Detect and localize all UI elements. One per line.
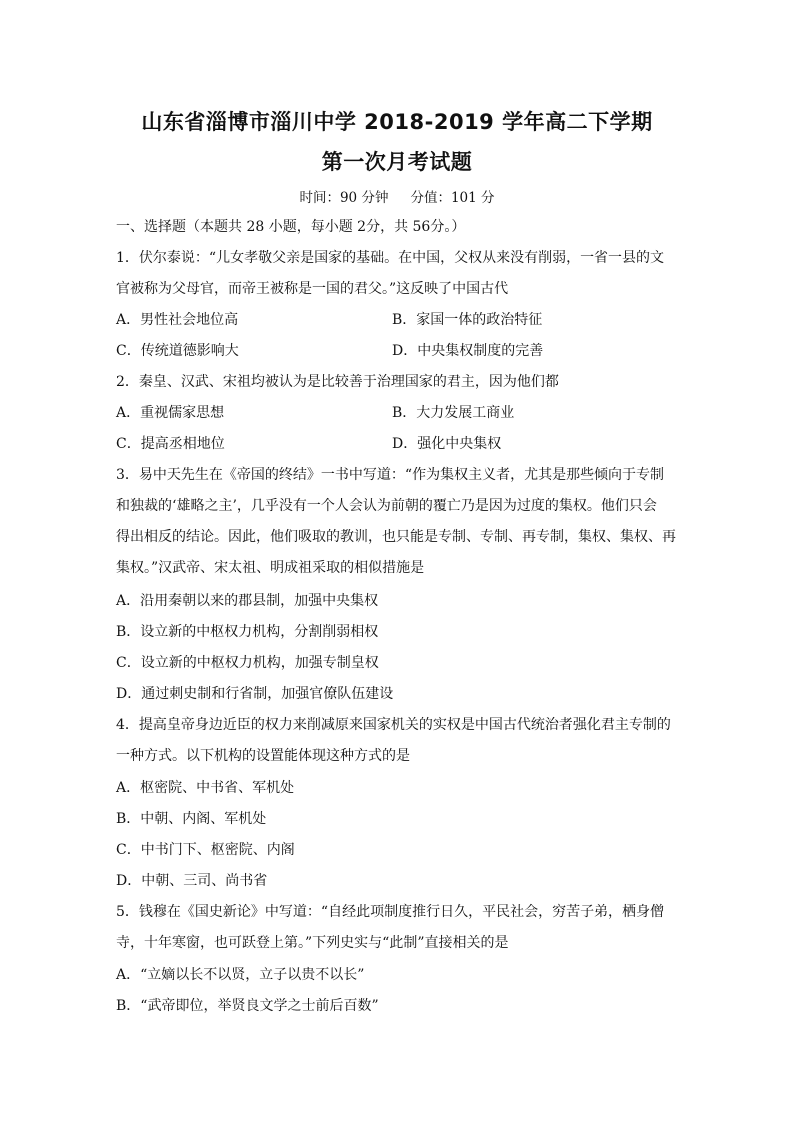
exam-time: 时间：90 分钟 [299,190,389,206]
q1-stem-line2: 官被称为父母官，而帝王被称是一国的君父。”这反映了中国古代 [116,281,509,297]
q5-stem-line1: 5．钱穆在《国史新论》中写道：“自经此项制度推行日久，平民社会，穷苦子弟，栖身僧 [116,904,665,920]
q5-stem-line2: 寺，十年寒窗，也可跃登上第。”下列史实与“此制”直接相关的是 [116,935,509,951]
q3-option-b: B．设立新的中枢权力机构，分割削弱相权 [116,624,379,640]
q4-option-a: A．枢密院、中书省、军机处 [116,780,295,796]
q2-option-c: C．提高丞相地位 [116,436,225,452]
exam-title-line2: 第一次月考试题 [321,150,473,174]
exam-score: 分值：101 分 [410,190,495,206]
section-heading: 一、选择题（本题共 28 小题，每小题 2分，共 56分。） [116,219,466,235]
q4-option-c: C．中书门下、枢密院、内阁 [116,842,295,858]
q2-stem-line1: 2．秦皇、汉武、宋祖均被认为是比较善于治理国家的君主，因为他们都 [116,374,559,390]
q3-stem-line1: 3．易中天先生在《帝国的终结》一书中写道：“作为集权主义者，尤其是那些倾向于专制 [116,467,665,483]
q4-stem-line1: 4．提高皇帝身边近臣的权力来削减原来国家机关的实权是中国古代统治者强化君主专制的 [116,717,671,733]
q3-option-c: C．设立新的中枢权力机构，加强专制皇权 [116,655,379,671]
exam-meta [0,186,794,206]
q2-option-d: D．强化中央集权 [392,436,502,452]
q4-stem-line2: 一种方式。以下机构的设置能体现这种方式的是 [116,748,410,764]
q1-option-d: D．中央集权制度的完善 [392,343,544,359]
q2-option-a: A．重视儒家思想 [116,405,225,421]
q3-option-d: D．通过刺史制和行省制，加强官僚队伍建设 [116,686,394,702]
q4-option-d: D．中朝、三司、尚书省 [116,873,268,889]
q3-stem-line2: 和独裁的‘雄略之主’，几乎没有一个人会认为前朝的覆亡乃是因为过度的集权。他们只会 [116,498,657,514]
q1-option-c: C．传统道德影响大 [116,343,239,359]
q3-stem-line4: 集权。”汉武帝、宋太祖、明成祖采取的相似措施是 [116,560,425,576]
q1-option-a: A．男性社会地位高 [116,312,239,328]
q2-option-b: B．大力发展工商业 [392,405,515,421]
q5-option-b: B．“武帝即位，举贤良文学之士前后百数” [116,998,379,1014]
q5-option-a: A．“立嫡以长不以贤，立子以贵不以长” [116,967,365,983]
q3-option-a: A．沿用秦朝以来的郡县制，加强中央集权 [116,593,379,609]
exam-title-line1: 山东省淄博市淄川中学 2018-2019 学年高二下学期 [141,110,653,134]
q3-stem-line3: 得出相反的结论。因此，他们吸取的教训，也只能是专制、专制、再专制，集权、集权、再 [116,529,676,545]
q4-option-b: B．中朝、内阁、军机处 [116,811,267,827]
q1-option-b: B．家国一体的政治特征 [392,312,543,328]
q1-stem-line1: 1．伏尔泰说：“儿女孝敬父亲是国家的基础。在中国，父权从来没有削弱，一省一县的文 [116,250,665,266]
